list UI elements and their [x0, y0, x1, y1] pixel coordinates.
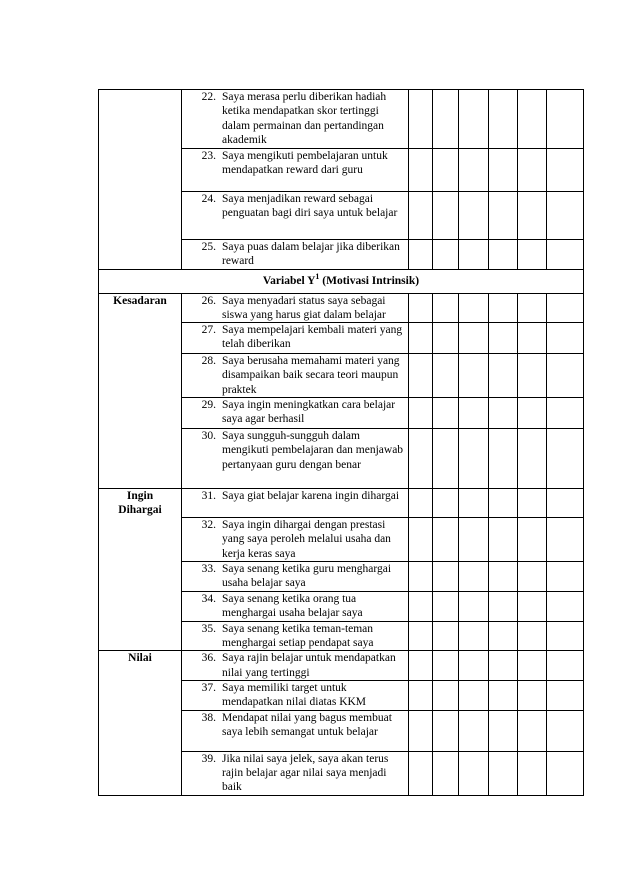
answer-cell[interactable]	[518, 680, 547, 710]
answer-cell[interactable]	[518, 240, 547, 270]
item-statement: Mendapat nilai yang bagus membuat saya lebih semangat untuk belajar	[222, 711, 392, 739]
item-number: 28.	[201, 355, 216, 368]
item-number: 33.	[201, 563, 216, 576]
answer-cell[interactable]	[518, 429, 547, 489]
answer-cell[interactable]	[547, 489, 584, 518]
answer-cell[interactable]	[547, 710, 584, 751]
item-statement: Saya ingin dihargai dengan prestasi yang saya peroleh melalui usaha dan kerja keras saya	[222, 519, 391, 560]
answer-cell[interactable]	[433, 651, 459, 681]
answer-cell[interactable]	[433, 751, 459, 795]
answer-cell[interactable]	[409, 591, 433, 621]
answer-cell[interactable]	[409, 149, 433, 192]
item-statement: Saya sungguh-sungguh dalam mengikuti pembelajaran dan menjawab pertanyaan guru dengan benar	[222, 430, 404, 471]
item-number: 29.	[201, 399, 216, 412]
answer-cell[interactable]	[409, 240, 433, 270]
item-number: 39.	[201, 752, 216, 765]
item-statement: Saya merasa perlu diberikan hadiah ketika mendapatkan skor tertinggi dalam permainan dan pertandingan akademik	[222, 91, 387, 146]
answer-cell[interactable]	[459, 651, 489, 681]
answer-cell[interactable]	[518, 621, 547, 651]
answer-cell[interactable]	[547, 651, 584, 681]
item-statement: Saya memiliki target untuk mendapatkan nilai diatas KKM	[222, 681, 367, 709]
item-cell	[182, 293, 409, 323]
answer-cell[interactable]	[547, 429, 584, 489]
answer-cell[interactable]	[459, 293, 489, 323]
item-statement: Saya senang ketika orang tua menghargai usaha belajar saya	[222, 592, 363, 619]
item-statement: Saya puas dalam belajar jika diberikan reward	[222, 241, 400, 268]
answer-cell[interactable]	[409, 429, 433, 489]
item-statement: Saya rajin belajar untuk mendapatkan nilai yang tertinggi	[222, 652, 396, 679]
item-cell	[182, 651, 409, 681]
answer-cell[interactable]	[433, 591, 459, 621]
answer-cell[interactable]	[489, 293, 518, 323]
answer-cell[interactable]	[489, 751, 518, 795]
item-number: 30.	[201, 430, 216, 443]
item-statement: Saya giat belajar karena ingin dihargai	[222, 490, 400, 503]
answer-cell[interactable]	[547, 621, 584, 651]
item-cell	[182, 680, 409, 710]
answer-cell[interactable]	[459, 149, 489, 192]
variable-header	[99, 269, 584, 293]
item-cell	[182, 90, 409, 149]
item-cell	[182, 562, 409, 592]
answer-cell[interactable]	[409, 90, 433, 149]
answer-cell[interactable]	[547, 562, 584, 592]
answer-cell[interactable]	[518, 192, 547, 240]
answer-cell[interactable]	[409, 323, 433, 354]
answer-cell[interactable]	[547, 293, 584, 323]
answer-cell[interactable]	[409, 680, 433, 710]
item-number: 35.	[201, 622, 216, 635]
item-cell	[182, 751, 409, 795]
answer-cell[interactable]	[547, 518, 584, 562]
item-number: 37.	[201, 681, 216, 694]
answer-cell[interactable]	[547, 354, 584, 398]
answer-cell[interactable]	[459, 562, 489, 592]
answer-cell[interactable]	[518, 293, 547, 323]
answer-cell[interactable]	[459, 429, 489, 489]
item-cell	[182, 591, 409, 621]
answer-cell[interactable]	[433, 710, 459, 751]
answer-cell[interactable]	[547, 192, 584, 240]
answer-cell[interactable]	[459, 90, 489, 149]
answer-cell[interactable]	[433, 293, 459, 323]
answer-cell[interactable]	[409, 293, 433, 323]
item-statement: Jika nilai saya jelek, saya akan terus rajin belajar agar nilai saya menjadi baik	[222, 752, 389, 794]
answer-cell[interactable]	[518, 149, 547, 192]
answer-cell[interactable]	[489, 354, 518, 398]
answer-cell[interactable]	[433, 192, 459, 240]
answer-cell[interactable]	[489, 562, 518, 592]
answer-cell[interactable]	[518, 90, 547, 149]
questionnaire-table	[98, 89, 584, 796]
answer-cell[interactable]	[459, 680, 489, 710]
item-statement: Saya senang ketika guru menghargai usaha belajar saya	[222, 563, 392, 590]
answer-cell[interactable]	[547, 90, 584, 149]
answer-cell[interactable]	[547, 680, 584, 710]
item-statement: Saya mempelajari kembali materi yang telah diberikan	[222, 324, 403, 351]
answer-cell[interactable]	[459, 354, 489, 398]
dimension-label: Nilai	[128, 652, 152, 665]
variable-name: Variabel Y	[262, 274, 316, 287]
answer-cell[interactable]	[489, 591, 518, 621]
table-row	[99, 293, 584, 323]
table-row	[99, 90, 584, 149]
item-cell	[182, 710, 409, 751]
answer-cell[interactable]	[489, 621, 518, 651]
answer-cell[interactable]	[489, 489, 518, 518]
answer-cell[interactable]	[489, 680, 518, 710]
item-number: 24.	[201, 193, 216, 205]
answer-cell[interactable]	[518, 751, 547, 795]
item-number: 23.	[201, 150, 216, 162]
item-number: 34.	[201, 592, 216, 605]
answer-cell[interactable]	[518, 651, 547, 681]
answer-cell[interactable]	[489, 323, 518, 354]
answer-cell[interactable]	[489, 398, 518, 429]
answer-cell[interactable]	[547, 240, 584, 270]
answer-cell[interactable]	[433, 398, 459, 429]
item-number: 31.	[201, 490, 216, 503]
answer-cell[interactable]	[518, 518, 547, 562]
item-number: 27.	[201, 324, 216, 337]
answer-cell[interactable]	[489, 149, 518, 192]
answer-cell[interactable]	[518, 398, 547, 429]
answer-cell[interactable]	[459, 621, 489, 651]
answer-cell[interactable]	[459, 591, 489, 621]
answer-cell[interactable]	[489, 518, 518, 562]
dimension-cell	[99, 293, 182, 488]
answer-cell[interactable]	[433, 680, 459, 710]
answer-cell[interactable]	[459, 323, 489, 354]
answer-cell[interactable]	[489, 651, 518, 681]
dimension-cell	[99, 651, 182, 795]
answer-cell[interactable]	[409, 710, 433, 751]
item-cell	[182, 621, 409, 651]
item-statement: Saya ingin meningkatkan cara belajar saya agar berhasil	[222, 399, 396, 426]
answer-cell[interactable]	[547, 398, 584, 429]
answer-cell[interactable]	[433, 90, 459, 149]
item-number: 22.	[201, 91, 216, 103]
item-cell	[182, 518, 409, 562]
item-statement: Saya senang ketika teman-teman menghargai setiap pendapat saya	[222, 622, 374, 649]
answer-cell[interactable]	[459, 398, 489, 429]
answer-cell[interactable]	[409, 354, 433, 398]
answer-cell[interactable]	[518, 562, 547, 592]
answer-cell[interactable]	[547, 751, 584, 795]
dimension-cell	[99, 90, 182, 270]
item-number: 26.	[201, 294, 216, 307]
answer-cell[interactable]	[489, 90, 518, 149]
answer-cell[interactable]	[518, 323, 547, 354]
item-cell	[182, 323, 409, 354]
answer-cell[interactable]	[459, 192, 489, 240]
answer-cell[interactable]	[459, 489, 489, 518]
item-number: 36.	[201, 652, 216, 665]
answer-cell[interactable]	[433, 149, 459, 192]
item-number: 32.	[201, 519, 216, 532]
variable-description: (Motivasi Intrinsik)	[319, 274, 420, 287]
table-row	[99, 489, 584, 518]
table-row	[99, 651, 584, 681]
item-cell	[182, 149, 409, 192]
answer-cell[interactable]	[433, 429, 459, 489]
variable-superscript: 1	[315, 271, 320, 281]
answer-cell[interactable]	[518, 710, 547, 751]
item-number: 25.	[201, 241, 216, 253]
answer-cell[interactable]	[409, 751, 433, 795]
answer-cell[interactable]	[409, 192, 433, 240]
answer-cell[interactable]	[409, 651, 433, 681]
dimension-cell	[99, 489, 182, 651]
answer-cell[interactable]	[489, 240, 518, 270]
item-cell	[182, 429, 409, 489]
answer-cell[interactable]	[433, 621, 459, 651]
answer-cell[interactable]	[518, 489, 547, 518]
answer-cell[interactable]	[489, 710, 518, 751]
answer-cell[interactable]	[433, 323, 459, 354]
answer-cell[interactable]	[409, 621, 433, 651]
dimension-label: Kesadaran	[113, 294, 167, 307]
answer-cell[interactable]	[518, 591, 547, 621]
answer-cell[interactable]	[459, 240, 489, 270]
item-cell	[182, 398, 409, 429]
answer-cell[interactable]	[459, 518, 489, 562]
answer-cell[interactable]	[433, 518, 459, 562]
answer-cell[interactable]	[547, 591, 584, 621]
answer-cell[interactable]	[459, 751, 489, 795]
dimension-label: Ingin Dihargai	[118, 490, 162, 517]
answer-cell[interactable]	[409, 398, 433, 429]
answer-cell[interactable]	[547, 323, 584, 354]
item-statement: Saya mengikuti pembelajaran untuk mendapatkan reward dari guru	[222, 150, 388, 177]
item-cell	[182, 192, 409, 240]
answer-cell[interactable]	[433, 240, 459, 270]
answer-cell[interactable]	[459, 710, 489, 751]
item-number: 38.	[201, 711, 216, 724]
answer-cell[interactable]	[409, 518, 433, 562]
answer-cell[interactable]	[518, 354, 547, 398]
answer-cell[interactable]	[489, 429, 518, 489]
variable-header-row	[99, 269, 584, 293]
item-statement: Saya menyadari status saya sebagai siswa yang harus giat dalam belajar	[222, 294, 386, 321]
answer-cell[interactable]	[409, 489, 433, 518]
item-cell	[182, 489, 409, 518]
item-statement: Saya berusaha memahami materi yang disampaikan baik secara teori maupun praktek	[222, 355, 400, 396]
answer-cell[interactable]	[409, 562, 433, 592]
answer-cell[interactable]	[433, 562, 459, 592]
answer-cell[interactable]	[433, 354, 459, 398]
answer-cell[interactable]	[489, 192, 518, 240]
answer-cell[interactable]	[433, 489, 459, 518]
answer-cell[interactable]	[547, 149, 584, 192]
item-statement: Saya menjadikan reward sebagai penguatan bagi diri saya untuk belajar	[222, 193, 398, 220]
item-cell	[182, 354, 409, 398]
item-cell	[182, 240, 409, 270]
